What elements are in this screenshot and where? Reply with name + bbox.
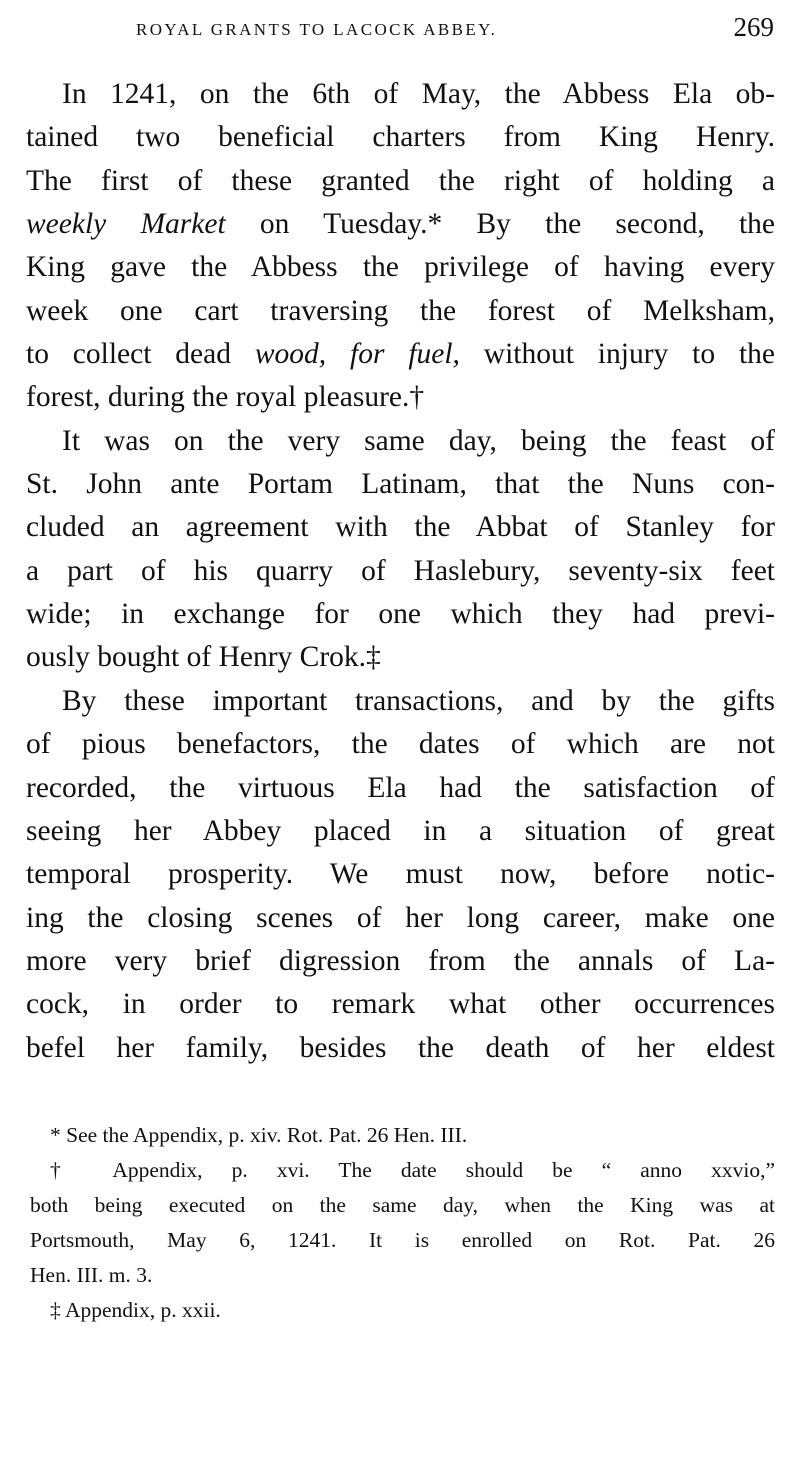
text-line <box>26 203 775 246</box>
text-line: King gave the Abbess the privilege of having every <box>26 251 775 284</box>
italic-phrase: weekly Market <box>26 208 226 241</box>
text-line: cluded an agreement with the Abbat of Stanley for <box>26 511 775 544</box>
footnotes <box>30 1118 775 1328</box>
page-number: 269 <box>733 12 774 42</box>
footnote-line: Hen. III. m. 3. <box>30 1263 153 1287</box>
footnote-1: * See the Appendix, p. xiv. Rot. Pat. 26 Hen. III. <box>50 1123 468 1147</box>
text-run: to collect dead <box>26 338 255 371</box>
text-line: By these important transactions, and by the gifts <box>62 684 775 717</box>
footnote-line: both being executed on the same day, when the King was at <box>30 1193 775 1217</box>
italic-phrase: wood, for fuel, <box>254 338 460 371</box>
text-line: seeing her Abbey placed in a situation of great <box>26 814 775 847</box>
footnote-3: ‡ Appendix, p. xxii. <box>50 1298 221 1322</box>
body-text <box>26 73 775 1070</box>
running-title: ROYAL GRANTS TO LACOCK ABBEY. <box>136 20 498 39</box>
text-line: more very brief digression from the annals of La- <box>26 944 775 977</box>
text-line: ing the closing scenes of her long career, make one <box>26 901 775 934</box>
text-line: It was on the very same day, being the feast of <box>62 424 775 457</box>
text-line: tained two beneficial charters from King Henry. <box>26 121 775 154</box>
text-run: on Tuesday.* By the second, the <box>225 208 776 241</box>
text-line: befel her family, besides the death of her eldest <box>26 1031 775 1064</box>
text-run: without injury to the <box>459 338 775 371</box>
text-line: wide; in exchange for one which they had previ- <box>26 598 775 631</box>
text-line: In 1241, on the 6th of May, the Abbess Ela ob- <box>62 78 775 110</box>
paragraph-3 <box>26 680 775 1070</box>
text-line: of pious benefactors, the dates of which are not <box>26 728 775 761</box>
text-line: a part of his quarry of Haslebury, seventy-six feet <box>26 554 775 587</box>
footnote-line: † Appendix, p. xvi. The date should be “ anno xxvio,” <box>50 1158 775 1182</box>
footnote-line: Portsmouth, May 6, 1241. It is enrolled on Rot. Pat. 26 <box>30 1228 775 1252</box>
text-line: temporal prosperity. We must now, before notic- <box>26 858 775 891</box>
text-line <box>26 333 775 376</box>
paragraph-2 <box>26 420 775 680</box>
text-line: recorded, the virtuous Ela had the satisfaction of <box>26 771 775 804</box>
text-line: ously bought of Henry Crok.‡ <box>26 641 381 674</box>
running-head <box>26 10 774 46</box>
paragraph-1 <box>26 73 775 420</box>
text-line: The first of these granted the right of holding a <box>26 164 775 197</box>
text-line: forest, during the royal pleasure.† <box>26 381 425 414</box>
text-line: cock, in order to remark what other occurrences <box>26 988 775 1021</box>
text-line: St. John ante Portam Latinam, that the Nuns con- <box>26 468 775 501</box>
footnote-2 <box>30 1153 775 1293</box>
text-line: week one cart traversing the forest of Melksham, <box>26 294 775 327</box>
